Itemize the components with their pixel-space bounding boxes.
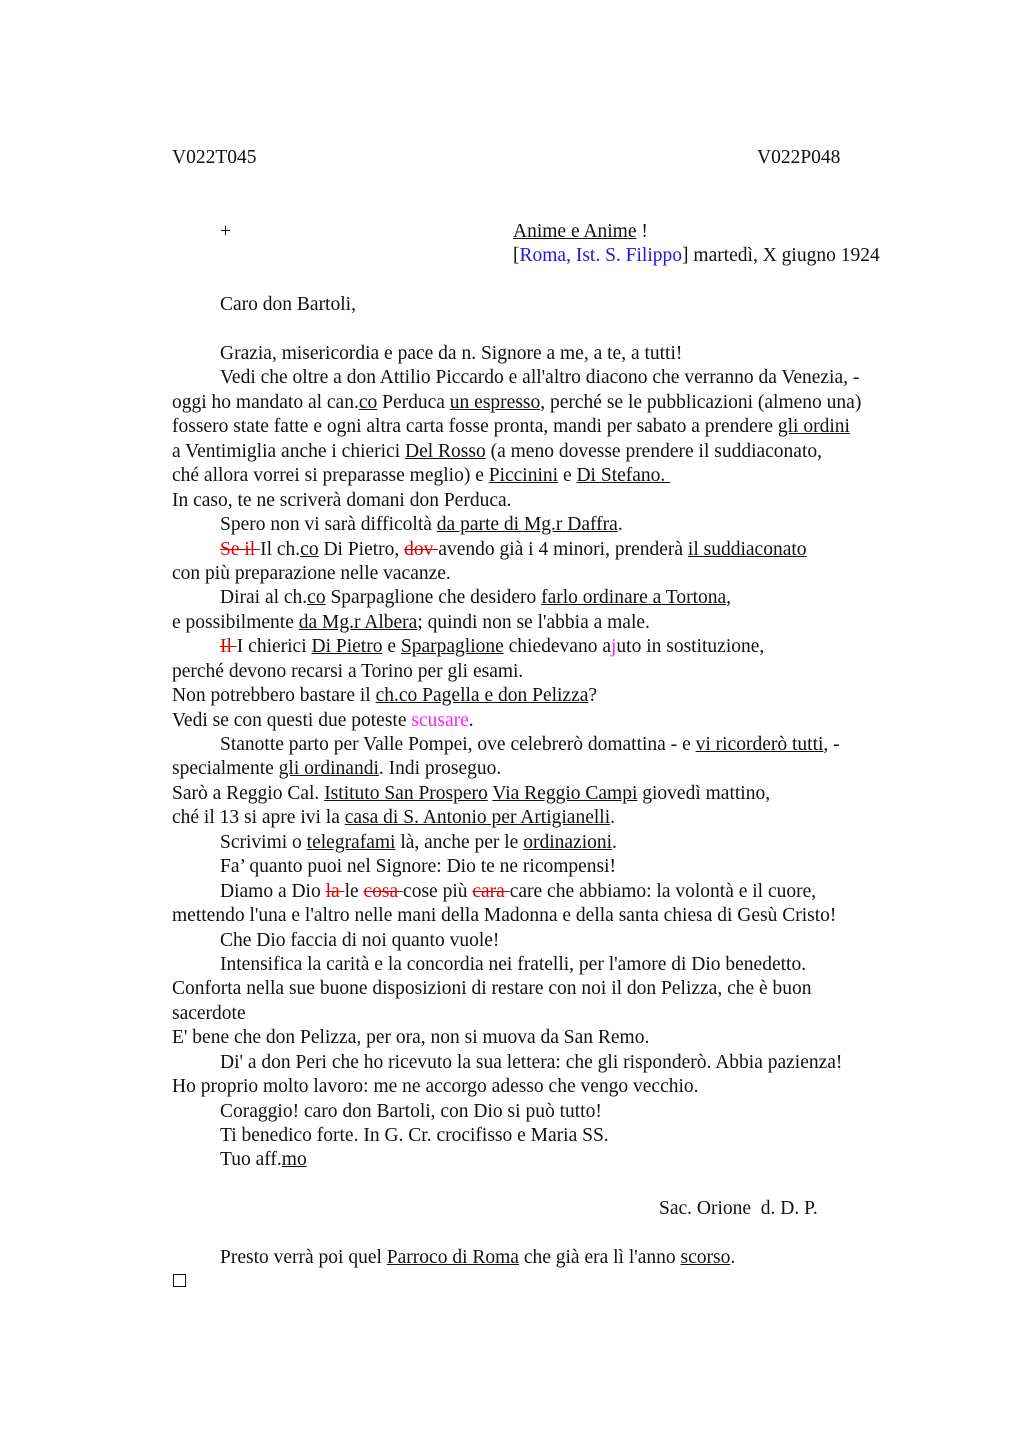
underlined-text: Di Pietro xyxy=(311,636,383,658)
underlined-text: gli ordinandi xyxy=(278,758,379,780)
letter-line xyxy=(172,733,932,757)
text-segment: chiedevano a xyxy=(503,636,611,658)
text-segment: sacerdote xyxy=(172,1002,246,1024)
text-segment: uto in sostituzione, xyxy=(616,636,765,658)
letter-line xyxy=(172,538,932,562)
deleted-text: cara xyxy=(472,880,510,902)
deleted-text: dov xyxy=(404,538,439,560)
text-segment: E' bene che don Pelizza, per ora, non si muova da San Remo. xyxy=(172,1027,650,1049)
text-segment: [ xyxy=(513,245,520,266)
letter-line xyxy=(172,415,932,439)
letter-line xyxy=(172,562,932,586)
text-segment: Di' a don Peri che ho ricevuto la sua lettera: che gli risponderò. Abbia pazienza! xyxy=(220,1051,843,1073)
letter-line xyxy=(172,586,932,610)
text-segment: Vedi se con questi due poteste xyxy=(172,709,412,731)
text-segment: perché devono recarsi a Torino per gli esami. xyxy=(172,660,524,682)
text-segment: Sarò a Reggio Cal. xyxy=(172,782,325,804)
deleted-text: cosa xyxy=(363,880,404,902)
letter-line xyxy=(172,1124,932,1148)
underlined-text: ordinazioni xyxy=(523,831,613,853)
letter-line xyxy=(172,977,932,1001)
text-segment: ; quindi non se l'abbia a male. xyxy=(417,611,650,633)
text-segment: Tuo aff. xyxy=(220,1149,282,1171)
text-segment: Ho proprio molto lavoro: me ne accorgo adesso che vengo vecchio. xyxy=(172,1076,699,1098)
text-segment: avendo già i 4 minori, prenderà xyxy=(438,538,688,560)
underlined-text: Anime e Anime xyxy=(513,221,637,242)
text-segment: Diamo a Dio xyxy=(220,880,326,902)
underlined-text: co xyxy=(300,538,319,560)
letter-title xyxy=(513,220,648,244)
text-segment: Sparpaglione che desidero xyxy=(325,587,542,609)
letter-line xyxy=(172,391,932,415)
salutation: Caro don Bartoli, xyxy=(220,294,356,315)
text-segment: fossero state fatte e ogni altra carta fosse pronta, mandi per sabato a prendere xyxy=(172,416,778,438)
checkbox-square-icon xyxy=(173,1274,186,1287)
text-segment: , perché se le pubblicazioni (almeno una) xyxy=(540,391,862,413)
letter-line xyxy=(172,513,932,537)
text-segment: Grazia, misericordia e pace da n. Signore a me, a te, a tutti! xyxy=(220,343,683,364)
text-segment: ] martedì, X giugno 1924 xyxy=(682,245,880,266)
letter-body xyxy=(172,342,932,1173)
letter-line xyxy=(172,1002,932,1026)
colored-text: Roma, Ist. S. Filippo xyxy=(519,245,683,266)
text-segment: Dirai al ch. xyxy=(220,587,308,609)
letter-line xyxy=(172,904,932,928)
letter-line xyxy=(172,1026,932,1050)
text-segment: . xyxy=(617,514,623,536)
letter-place-date xyxy=(513,244,880,268)
letter-line xyxy=(172,782,932,806)
text-segment: cose più xyxy=(403,880,473,902)
letter-line xyxy=(172,440,932,464)
underlined-text: co xyxy=(358,391,378,413)
underlined-text: un espresso xyxy=(449,391,541,413)
letter-line xyxy=(172,1075,932,1099)
letter-line xyxy=(172,660,932,684)
text-segment: care che abbiamo: la volontà e il cuore, xyxy=(509,880,817,902)
cross-mark: + xyxy=(220,221,231,242)
text-segment: ché il 13 si apre ivi la xyxy=(172,807,345,829)
text-segment: Intensifica la carità e la concordia nei fratelli, per l'amore di Dio benedetto. xyxy=(220,953,807,975)
text-segment: Spero non vi sarà difficoltà xyxy=(220,514,437,536)
text-segment: mettendo l'una e l'altro nelle mani della Madonna e della santa chiesa di Gesù Cristo! xyxy=(172,905,837,927)
text-segment: , xyxy=(726,587,732,609)
text-segment: e xyxy=(558,465,577,487)
underlined-text: mo xyxy=(281,1149,307,1171)
signature: Sac. Orione d. D. P. xyxy=(659,1198,818,1219)
deleted-text: la xyxy=(325,880,345,902)
text-segment: . Indi proseguo. xyxy=(378,758,502,780)
letter-line xyxy=(172,831,932,855)
text-segment: oggi ho mandato al can. xyxy=(172,391,359,413)
letter-line xyxy=(172,489,932,513)
text-segment: Ti benedico forte. In G. Cr. crocifisso e Maria SS. xyxy=(220,1125,609,1146)
text-segment: Perduca xyxy=(377,391,450,413)
underlined-text: il suddiaconato xyxy=(687,538,807,560)
underlined-text: Piccinini xyxy=(488,465,559,487)
underlined-text: co xyxy=(307,587,326,609)
text-segment: Il ch. xyxy=(260,538,301,560)
letter-line xyxy=(172,880,932,904)
colored-text: j xyxy=(610,636,617,658)
letter-line xyxy=(172,709,932,733)
text-segment: Stanotte parto per Valle Pompei, ove celebrerò domattina - e xyxy=(220,734,696,755)
letter-line xyxy=(172,806,932,830)
text-segment: con più preparazione nelle vacanze. xyxy=(172,562,451,584)
letter-line xyxy=(172,1051,932,1075)
letter-line xyxy=(172,635,932,659)
underlined-text: casa di S. Antonio per Artigianelli xyxy=(344,807,611,829)
document-code-left: V022T045 xyxy=(172,147,257,168)
letter-line xyxy=(172,611,932,635)
text-segment: che già era lì l'anno xyxy=(518,1247,681,1268)
text-segment: Coraggio! caro don Bartoli, con Dio si può tutto! xyxy=(220,1100,602,1122)
text-segment: Vedi che oltre a don Attilio Piccardo e all'altro diacono che verranno da Venezia, - xyxy=(220,367,860,389)
text-segment: specialmente xyxy=(172,758,279,780)
postscript xyxy=(220,1246,735,1270)
text-segment: giovedì mattino, xyxy=(637,782,771,804)
text-segment: (a meno dovesse prendere il suddiaconato, xyxy=(485,440,822,462)
text-segment: ! xyxy=(636,221,648,242)
text-segment: Non potrebbero bastare il xyxy=(172,685,376,707)
underlined-text: vi ricorderò tutti xyxy=(695,734,824,755)
text-segment: e possibilmente xyxy=(172,611,299,633)
underlined-text: ch.co Pagella e don Pelizza xyxy=(375,685,589,707)
text-segment: Che Dio faccia di noi quanto vuole! xyxy=(220,929,500,951)
text-segment: e xyxy=(382,636,401,658)
colored-text: scusare xyxy=(411,709,469,731)
underlined-text: Parroco di Roma xyxy=(386,1247,519,1268)
text-segment: Di Pietro, xyxy=(318,538,405,560)
underlined-text: da Mg.r Albera xyxy=(298,611,418,633)
letter-line xyxy=(172,929,932,953)
text-segment: ? xyxy=(588,685,598,707)
text-segment: . xyxy=(730,1247,736,1268)
text-segment: a Ventimiglia anche i chierici xyxy=(172,440,406,462)
text-segment: Conforta nella sue buone disposizioni di restare con noi il don Pelizza, che è buon xyxy=(172,978,812,1000)
letter-line xyxy=(172,1148,932,1172)
letter-line xyxy=(172,684,932,708)
underlined-text: gli ordini xyxy=(777,416,850,438)
underlined-text: da parte di Mg.r Daffra xyxy=(436,514,618,536)
text-segment: . xyxy=(468,709,474,731)
text-segment: là, anche per le xyxy=(395,831,524,853)
letter-line xyxy=(172,1100,932,1124)
underlined-text: Istituto San Prospero xyxy=(324,782,488,804)
text-segment: . xyxy=(612,831,617,853)
underlined-text: telegrafami xyxy=(306,831,396,853)
text-segment: Scrivimi o xyxy=(220,831,307,853)
underlined-text: scorso xyxy=(680,1247,731,1268)
text-segment: In caso, te ne scriverà domani don Perduca. xyxy=(172,489,512,511)
letter-line xyxy=(172,366,932,390)
letter-line xyxy=(172,855,932,879)
text-segment: Presto verrà poi quel xyxy=(220,1247,387,1268)
underlined-text: farlo ordinare a Tortona xyxy=(541,587,727,609)
text-segment: ché allora vorrei si preparasse meglio) e xyxy=(172,465,489,487)
underlined-text: Via Reggio Campi xyxy=(492,782,638,804)
underlined-text: Del Rosso xyxy=(405,440,486,462)
text-segment: le xyxy=(344,880,364,902)
letter-line xyxy=(172,953,932,977)
letter-line xyxy=(172,342,932,366)
deleted-text: Il xyxy=(220,636,237,658)
underlined-text: Di Stefano. xyxy=(576,465,671,487)
text-segment: Fa’ quanto puoi nel Signore: Dio te ne ricompensi! xyxy=(220,856,617,878)
text-segment: . xyxy=(610,807,615,829)
document-code-right: V022P048 xyxy=(757,147,841,168)
letter-line xyxy=(172,464,932,488)
letter-line xyxy=(172,757,932,781)
underlined-text: Sparpaglione xyxy=(400,636,504,658)
deleted-text: Se il xyxy=(220,538,261,560)
text-segment: I chierici xyxy=(236,636,312,658)
text-segment: , - xyxy=(823,734,840,755)
